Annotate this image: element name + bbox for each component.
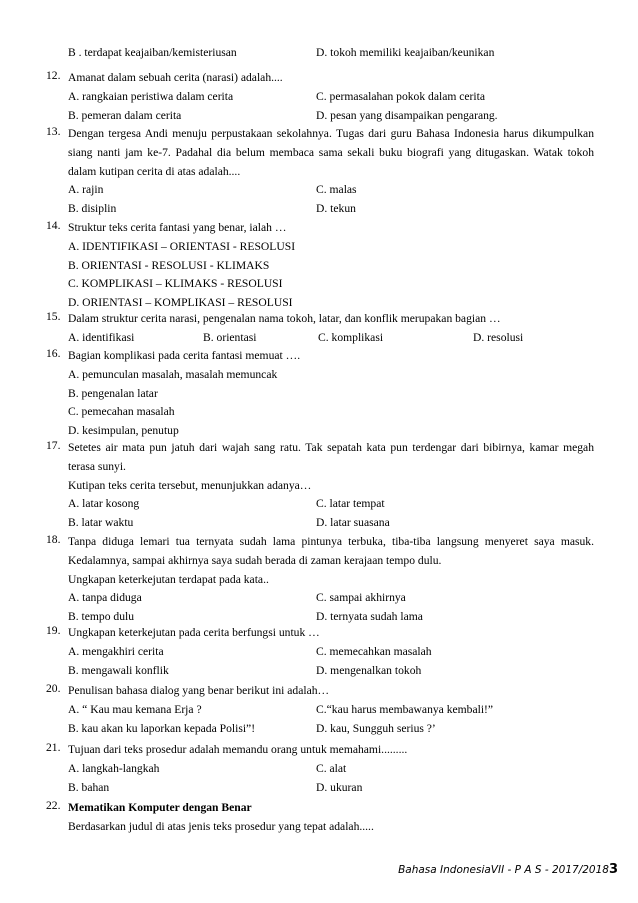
option-b: B. kau akan ku laporkan kepada Polisi”! <box>68 721 256 735</box>
question-number: 21. <box>46 741 61 754</box>
option-d: D. ukuran <box>316 780 363 794</box>
question-prompt: Ungkapan keterkejutan terdapat pada kata.. <box>68 572 269 586</box>
question-stem: Struktur teks cerita fantasi yang benar, ialah … <box>68 221 287 234</box>
option-d: D. tokoh memiliki keajaiban/keunikan <box>316 46 495 59</box>
question-title: Mematikan Komputer dengan Benar <box>68 801 252 814</box>
option-d: D. ternyata sudah lama <box>316 610 423 624</box>
option-c: C. pemecahan masalah <box>68 405 175 419</box>
option-a: A. rangkaian peristiwa dalam cerita <box>68 89 234 103</box>
option-d: D. latar suasana <box>316 516 390 530</box>
option-b: B. latar waktu <box>68 516 134 530</box>
question-prompt: Kutipan teks cerita tersebut, menunjukkan adanya… <box>68 478 312 492</box>
option-a: A. mengakhiri cerita <box>68 644 164 658</box>
question-12 <box>46 69 594 125</box>
option-c: C. malas <box>316 183 357 197</box>
question-stem: Amanat dalam sebuah cerita (narasi) adalah.... <box>68 71 283 84</box>
question-number: 13. <box>46 125 61 138</box>
option-b: B. pengenalan latar <box>68 386 158 400</box>
option-d: D. kau, Sungguh serius ?’ <box>316 721 436 735</box>
option-c: C. komplikasi <box>318 330 384 344</box>
question-stem: Dengan tergesa Andi menuju perpustakaan sekolahnya. Tugas dari guru Bahasa Indonesia harus dikumpulkan siang nanti jam ke-7. Padahal dia belum membaca sama sekali buku biografi yang ditugaskan. Watak tokoh dalam kutipan cerita di atas adalah.... <box>68 127 594 178</box>
option-d: D. kesimpulan, penutup <box>68 424 179 438</box>
question-stem: Penulisan bahasa dialog yang benar berikut ini adalah… <box>68 684 330 697</box>
option-d: D. resolusi <box>473 330 524 344</box>
option-c: C. permasalahan pokok dalam cerita <box>316 89 486 103</box>
option-b: B . terdapat keajaiban/kemisteriusan <box>68 46 237 59</box>
option-a: A. identifikasi <box>68 330 135 344</box>
question-20 <box>46 682 594 738</box>
question-number: 14. <box>46 219 61 232</box>
option-a: A. “ Kau mau kemana Erja ? <box>68 702 202 716</box>
question-stem: Setetes air mata pun jatuh dari wajah sang ratu. Tak sepatah kata pun terdengar dari bibirnya, kamar megah terasa sunyi. <box>68 441 594 473</box>
question-18 <box>46 533 594 627</box>
question-number: 19. <box>46 624 61 637</box>
page-footer <box>398 862 618 877</box>
option-b: B. bahan <box>68 780 110 794</box>
option-b: B. mengawali konflik <box>68 663 169 677</box>
option-a: A. rajin <box>68 183 104 197</box>
option-a: A. tanpa diduga <box>68 591 142 605</box>
option-b: B. tempo dulu <box>68 610 135 624</box>
option-c: C. sampai akhirnya <box>316 591 406 605</box>
question-stem: Tanpa diduga lemari tua ternyata sudah lama pintunya terbuka, tiba-tiba langsung menyeret saya masuk. Kedalamnya, sampai akhirnya saya sudah berada di zaman kerajaan tempo dulu. <box>68 535 594 567</box>
option-a: A. langkah-langkah <box>68 761 160 775</box>
question-21 <box>46 741 594 797</box>
question-11-tail <box>46 44 594 63</box>
option-b: B. ORIENTASI - RESOLUSI - KLIMAKS <box>68 258 270 272</box>
option-a: A. pemunculan masalah, masalah memuncak <box>68 367 278 381</box>
option-b: B. orientasi <box>203 330 257 344</box>
question-16 <box>46 347 594 441</box>
option-d: D. pesan yang disampaikan pengarang. <box>316 108 498 122</box>
option-c: C. KOMPLIKASI – KLIMAKS - RESOLUSI <box>68 277 283 291</box>
question-19 <box>46 624 594 680</box>
question-stem: Ungkapan keterkejutan pada cerita berfungsi untuk … <box>68 626 320 639</box>
option-b: B. pemeran dalam cerita <box>68 108 182 122</box>
option-b: B. disiplin <box>68 202 117 216</box>
option-c: C. memecahkan masalah <box>316 644 432 658</box>
option-c: C.“kau harus membawanya kembali!” <box>316 702 494 716</box>
question-number: 20. <box>46 682 61 695</box>
question-stem: Bagian komplikasi pada cerita fantasi memuat …. <box>68 349 301 362</box>
question-number: 12. <box>46 69 61 82</box>
question-15 <box>46 310 594 348</box>
question-number: 22. <box>46 799 61 812</box>
question-14 <box>46 219 594 313</box>
footer-text: Bahasa IndonesiaVII - P A S - 2017/2018 <box>398 864 609 876</box>
option-a: A. latar kosong <box>68 497 140 511</box>
question-number: 18. <box>46 533 61 546</box>
page-number: 3 <box>608 862 618 877</box>
question-17 <box>46 439 594 533</box>
option-d: D. ORIENTASI – KOMPLIKASI – RESOLUSI <box>68 296 293 310</box>
question-prompt: Berdasarkan judul di atas jenis teks prosedur yang tepat adalah..... <box>68 819 374 833</box>
option-c: C. latar tempat <box>316 497 385 511</box>
question-13 <box>46 125 594 219</box>
option-d: D. mengenalkan tokoh <box>316 663 422 677</box>
question-number: 15. <box>46 310 61 323</box>
question-number: 17. <box>46 439 61 452</box>
option-c: C. alat <box>316 761 347 775</box>
question-stem: Tujuan dari teks prosedur adalah memandu orang untuk memahami......... <box>68 743 408 756</box>
option-d: D. tekun <box>316 202 356 216</box>
question-22 <box>46 799 594 837</box>
option-a: A. IDENTIFIKASI – ORIENTASI - RESOLUSI <box>68 239 296 253</box>
question-stem: Dalam struktur cerita narasi, pengenalan nama tokoh, latar, dan konflik merupakan bagian … <box>68 312 501 325</box>
question-number: 16. <box>46 347 61 360</box>
